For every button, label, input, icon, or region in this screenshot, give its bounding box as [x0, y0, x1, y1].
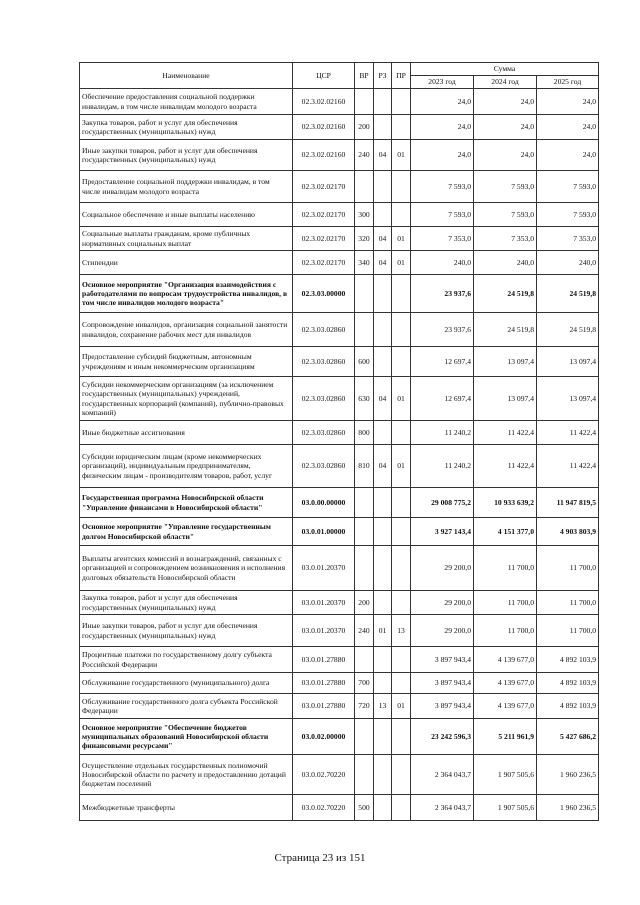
row-sum-2025: 1 960 236,5 [537, 755, 599, 795]
row-sum-2024: 24,0 [474, 140, 537, 171]
table-row [80, 795, 599, 821]
budget-table [79, 62, 599, 821]
row-csr: 02.3.02.02170 [293, 251, 355, 275]
row-pr [392, 719, 411, 755]
row-rz [374, 719, 392, 755]
header-year-2024: 2024 год [474, 76, 537, 89]
row-csr: 02.3.03.00000 [293, 275, 355, 313]
row-sum-2023: 23 937,6 [411, 275, 474, 313]
row-rz: 04 [374, 140, 392, 171]
row-vr [355, 546, 374, 591]
row-csr: 03.0.02.00000 [293, 719, 355, 755]
row-sum-2024: 11 700,0 [474, 615, 537, 647]
row-csr: 03.0.02.70220 [293, 795, 355, 821]
row-sum-2025: 7 593,0 [537, 171, 599, 203]
row-sum-2025: 5 427 686,2 [537, 719, 599, 755]
row-sum-2023: 24,0 [411, 115, 474, 140]
row-name: Государственная программа Новосибирской области "Управление финансами в Новосибирской области" [80, 488, 293, 518]
row-vr: 500 [355, 795, 374, 821]
table-row [80, 115, 599, 140]
row-sum-2023: 12 697,4 [411, 347, 474, 377]
row-csr: 02.3.03.02860 [293, 313, 355, 347]
row-rz [374, 421, 392, 445]
row-rz [374, 518, 392, 546]
table-row [80, 488, 599, 518]
row-pr [392, 795, 411, 821]
row-vr [355, 488, 374, 518]
row-name: Иные бюджетные ассигнования [80, 421, 293, 445]
row-vr: 240 [355, 615, 374, 647]
row-sum-2023: 240,0 [411, 251, 474, 275]
row-csr: 03.0.02.70220 [293, 755, 355, 795]
row-name: Процентные платежи по государственному долгу субъекта Российской Федерации [80, 647, 293, 673]
row-sum-2025: 4 892 103,9 [537, 647, 599, 673]
row-sum-2023: 29 008 775,2 [411, 488, 474, 518]
row-sum-2025: 11 700,0 [537, 591, 599, 615]
row-pr [392, 647, 411, 673]
row-sum-2023: 3 897 943,4 [411, 647, 474, 673]
row-csr: 02.3.02.02170 [293, 227, 355, 251]
row-rz [374, 203, 392, 227]
row-rz: 04 [374, 227, 392, 251]
row-pr: 01 [392, 140, 411, 171]
row-vr: 720 [355, 694, 374, 719]
row-sum-2025: 24,0 [537, 140, 599, 171]
row-name: Основное мероприятие "Управление государственным долгом Новосибирской области" [80, 518, 293, 546]
row-rz [374, 171, 392, 203]
row-sum-2023: 24,0 [411, 89, 474, 115]
table-row [80, 171, 599, 203]
table-row [80, 227, 599, 251]
row-pr [392, 591, 411, 615]
row-vr [355, 89, 374, 115]
row-name: Предоставление социальной поддержки инвалидам, в том числе инвалидам молодого возраста [80, 171, 293, 203]
row-pr [392, 518, 411, 546]
row-vr: 630 [355, 377, 374, 421]
row-name: Закупка товаров, работ и услуг для обеспечения государственных (муниципальных) нужд [80, 591, 293, 615]
row-sum-2023: 3 927 143,4 [411, 518, 474, 546]
row-csr: 03.0.01.27880 [293, 694, 355, 719]
row-name: Обеспечение предоставления социальной поддержки инвалидам, в том числе инвалидам молодого возраста [80, 89, 293, 115]
row-vr: 200 [355, 591, 374, 615]
row-sum-2023: 23 242 596,3 [411, 719, 474, 755]
row-vr: 340 [355, 251, 374, 275]
row-sum-2024: 11 422,4 [474, 445, 537, 488]
row-sum-2024: 7 353,0 [474, 227, 537, 251]
row-rz: 01 [374, 615, 392, 647]
row-sum-2024: 4 151 377,0 [474, 518, 537, 546]
row-sum-2025: 4 903 803,9 [537, 518, 599, 546]
row-sum-2023: 7 593,0 [411, 171, 474, 203]
row-pr [392, 488, 411, 518]
row-sum-2025: 24,0 [537, 89, 599, 115]
row-sum-2023: 23 937,6 [411, 313, 474, 347]
row-name: Основное мероприятие "Организация взаимодействия с работодателями по вопросам трудоустройства инвалидов, в том числе инвалидов молодого возраста" [80, 275, 293, 313]
table-row [80, 203, 599, 227]
row-name: Субсидии некоммерческим организациям (за исключением государственных (муниципальных) учреждений, государственных корпораций (компаний), публично-правовых компаний) [80, 377, 293, 421]
row-sum-2024: 24,0 [474, 89, 537, 115]
row-name: Социальные выплаты гражданам, кроме публичных нормативных социальных выплат [80, 227, 293, 251]
row-vr [355, 313, 374, 347]
row-rz: 04 [374, 251, 392, 275]
row-pr [392, 89, 411, 115]
row-rz [374, 673, 392, 694]
row-pr: 01 [392, 251, 411, 275]
row-name: Межбюджетные трансферты [80, 795, 293, 821]
row-sum-2025: 4 892 103,9 [537, 673, 599, 694]
row-name: Иные закупки товаров, работ и услуг для обеспечения государственных (муниципальных) нужд [80, 140, 293, 171]
row-csr: 02.3.02.02170 [293, 171, 355, 203]
row-rz: 13 [374, 694, 392, 719]
row-name: Иные закупки товаров, работ и услуг для обеспечения государственных (муниципальных) нужд [80, 615, 293, 647]
row-rz [374, 647, 392, 673]
row-name: Осуществление отдельных государственных полномочий Новосибирской области по расчету и предоставлению дотаций бюджетам поселений [80, 755, 293, 795]
row-rz [374, 488, 392, 518]
row-sum-2024: 1 907 505,6 [474, 795, 537, 821]
header-sum: Сумма [411, 63, 599, 76]
row-csr: 02.3.02.02160 [293, 89, 355, 115]
page-footer: Страница 23 из 151 [274, 852, 366, 864]
row-sum-2025: 13 097,4 [537, 347, 599, 377]
row-name: Субсидии юридическим лицам (кроме некоммерческих организаций), индивидуальным предпринимателям, физическим лицам - производителям товаров, работ, услуг [80, 445, 293, 488]
row-sum-2023: 24,0 [411, 140, 474, 171]
row-sum-2023: 29 200,0 [411, 615, 474, 647]
row-sum-2025: 24 519,8 [537, 313, 599, 347]
row-sum-2024: 1 907 505,6 [474, 755, 537, 795]
row-sum-2024: 4 139 677,0 [474, 694, 537, 719]
row-sum-2023: 3 897 943,4 [411, 694, 474, 719]
table-row [80, 347, 599, 377]
row-pr [392, 673, 411, 694]
row-sum-2023: 29 200,0 [411, 546, 474, 591]
row-sum-2023: 11 240,2 [411, 421, 474, 445]
table-row [80, 518, 599, 546]
row-rz: 04 [374, 377, 392, 421]
row-rz [374, 89, 392, 115]
row-rz [374, 115, 392, 140]
row-sum-2024: 5 211 961,9 [474, 719, 537, 755]
row-vr: 600 [355, 347, 374, 377]
row-csr: 02.3.02.02160 [293, 115, 355, 140]
row-csr: 03.0.01.20370 [293, 615, 355, 647]
table-row [80, 755, 599, 795]
row-sum-2025: 240,0 [537, 251, 599, 275]
row-name: Выплаты агентских комиссий и вознаграждений, связанных с организацией и сопровождением возникновения и исполнения долговых обязательств Новосибирской области [80, 546, 293, 591]
row-sum-2024: 11 700,0 [474, 591, 537, 615]
row-pr [392, 171, 411, 203]
row-csr: 03.0.00.00000 [293, 488, 355, 518]
row-name: Социальное обеспечение и иные выплаты населению [80, 203, 293, 227]
row-pr [392, 203, 411, 227]
row-vr: 240 [355, 140, 374, 171]
row-vr [355, 171, 374, 203]
row-csr: 02.3.03.02860 [293, 445, 355, 488]
header-rz: РЗ [374, 63, 392, 89]
row-sum-2024: 240,0 [474, 251, 537, 275]
row-csr: 03.0.01.20370 [293, 546, 355, 591]
row-sum-2025: 13 097,4 [537, 377, 599, 421]
row-csr: 02.3.02.02170 [293, 203, 355, 227]
table-row [80, 251, 599, 275]
row-sum-2024: 7 593,0 [474, 203, 537, 227]
row-pr [392, 115, 411, 140]
row-pr [392, 347, 411, 377]
row-rz: 04 [374, 445, 392, 488]
table-row [80, 313, 599, 347]
row-csr: 03.0.01.27880 [293, 647, 355, 673]
row-sum-2025: 24,0 [537, 115, 599, 140]
row-sum-2024: 13 097,4 [474, 347, 537, 377]
row-csr: 03.0.01.27880 [293, 673, 355, 694]
row-sum-2023: 12 697,4 [411, 377, 474, 421]
row-sum-2024: 11 422,4 [474, 421, 537, 445]
row-sum-2025: 1 960 236,5 [537, 795, 599, 821]
row-name: Закупка товаров, работ и услуг для обеспечения государственных (муниципальных) нужд [80, 115, 293, 140]
table-row [80, 421, 599, 445]
table-row [80, 719, 599, 755]
row-sum-2024: 11 700,0 [474, 546, 537, 591]
row-pr [392, 546, 411, 591]
table-row [80, 694, 599, 719]
row-csr: 03.0.01.00000 [293, 518, 355, 546]
row-vr: 200 [355, 115, 374, 140]
row-vr [355, 755, 374, 795]
row-sum-2025: 11 422,4 [537, 445, 599, 488]
row-sum-2024: 24 519,8 [474, 275, 537, 313]
row-csr: 02.3.03.02860 [293, 347, 355, 377]
row-name: Сопровождение инвалидов, организация социальной занятости инвалидов, сохранение рабочих мест для инвалидов [80, 313, 293, 347]
row-sum-2025: 11 947 819,5 [537, 488, 599, 518]
row-pr: 01 [392, 227, 411, 251]
row-rz [374, 755, 392, 795]
row-vr [355, 275, 374, 313]
row-name: Предоставление субсидий бюджетным, автономным учреждениям и иным некоммерческим организациям [80, 347, 293, 377]
row-csr: 03.0.01.20370 [293, 591, 355, 615]
header-name: Наименование [80, 63, 293, 89]
row-sum-2025: 11 700,0 [537, 546, 599, 591]
row-sum-2024: 7 593,0 [474, 171, 537, 203]
row-name: Стипендии [80, 251, 293, 275]
row-sum-2023: 11 240,2 [411, 445, 474, 488]
row-pr [392, 275, 411, 313]
table-row [80, 275, 599, 313]
table-row [80, 591, 599, 615]
table-row [80, 647, 599, 673]
row-sum-2024: 4 139 677,0 [474, 673, 537, 694]
row-sum-2023: 29 200,0 [411, 591, 474, 615]
row-sum-2023: 2 364 043,7 [411, 755, 474, 795]
table-body [80, 89, 599, 821]
row-vr: 700 [355, 673, 374, 694]
row-sum-2024: 24 519,8 [474, 313, 537, 347]
row-rz [374, 313, 392, 347]
row-pr [392, 313, 411, 347]
row-rz [374, 795, 392, 821]
row-pr: 13 [392, 615, 411, 647]
row-vr [355, 719, 374, 755]
row-sum-2025: 7 593,0 [537, 203, 599, 227]
table-row [80, 377, 599, 421]
row-vr: 810 [355, 445, 374, 488]
row-pr: 01 [392, 445, 411, 488]
table-row [80, 673, 599, 694]
header-pr: ПР [392, 63, 411, 89]
row-sum-2023: 3 897 943,4 [411, 673, 474, 694]
row-vr: 800 [355, 421, 374, 445]
row-sum-2025: 7 353,0 [537, 227, 599, 251]
row-vr: 300 [355, 203, 374, 227]
row-rz [374, 275, 392, 313]
row-name: Обслуживание государственного (муниципального) долга [80, 673, 293, 694]
row-sum-2025: 11 700,0 [537, 615, 599, 647]
row-rz [374, 546, 392, 591]
row-csr: 02.3.03.02860 [293, 421, 355, 445]
row-rz [374, 591, 392, 615]
row-pr: 01 [392, 377, 411, 421]
table-row [80, 445, 599, 488]
row-csr: 02.3.02.02160 [293, 140, 355, 171]
row-sum-2024: 13 097,4 [474, 377, 537, 421]
row-pr [392, 755, 411, 795]
row-sum-2025: 11 422,4 [537, 421, 599, 445]
table-row [80, 140, 599, 171]
row-sum-2024: 24,0 [474, 115, 537, 140]
header-year-2025: 2025 год [537, 76, 599, 89]
header-year-2023: 2023 год [411, 76, 474, 89]
table-row [80, 546, 599, 591]
row-pr [392, 421, 411, 445]
row-pr: 01 [392, 694, 411, 719]
row-vr [355, 647, 374, 673]
row-sum-2023: 7 593,0 [411, 203, 474, 227]
row-sum-2023: 7 353,0 [411, 227, 474, 251]
row-vr [355, 518, 374, 546]
row-sum-2024: 4 139 677,0 [474, 647, 537, 673]
row-name: Обслуживание государственного долга субъекта Российской Федерации [80, 694, 293, 719]
header-vr: ВР [355, 63, 374, 89]
row-csr: 02.3.03.02860 [293, 377, 355, 421]
row-sum-2025: 4 892 103,9 [537, 694, 599, 719]
row-sum-2025: 24 519,8 [537, 275, 599, 313]
table-row [80, 89, 599, 115]
row-sum-2023: 2 364 043,7 [411, 795, 474, 821]
row-vr: 320 [355, 227, 374, 251]
row-rz [374, 347, 392, 377]
row-sum-2024: 10 933 639,2 [474, 488, 537, 518]
header-csr: ЦСР [293, 63, 355, 89]
table-row [80, 615, 599, 647]
row-name: Основное мероприятие "Обеспечение бюджетов муниципальных образований Новосибирской области финансовыми ресурсами" [80, 719, 293, 755]
